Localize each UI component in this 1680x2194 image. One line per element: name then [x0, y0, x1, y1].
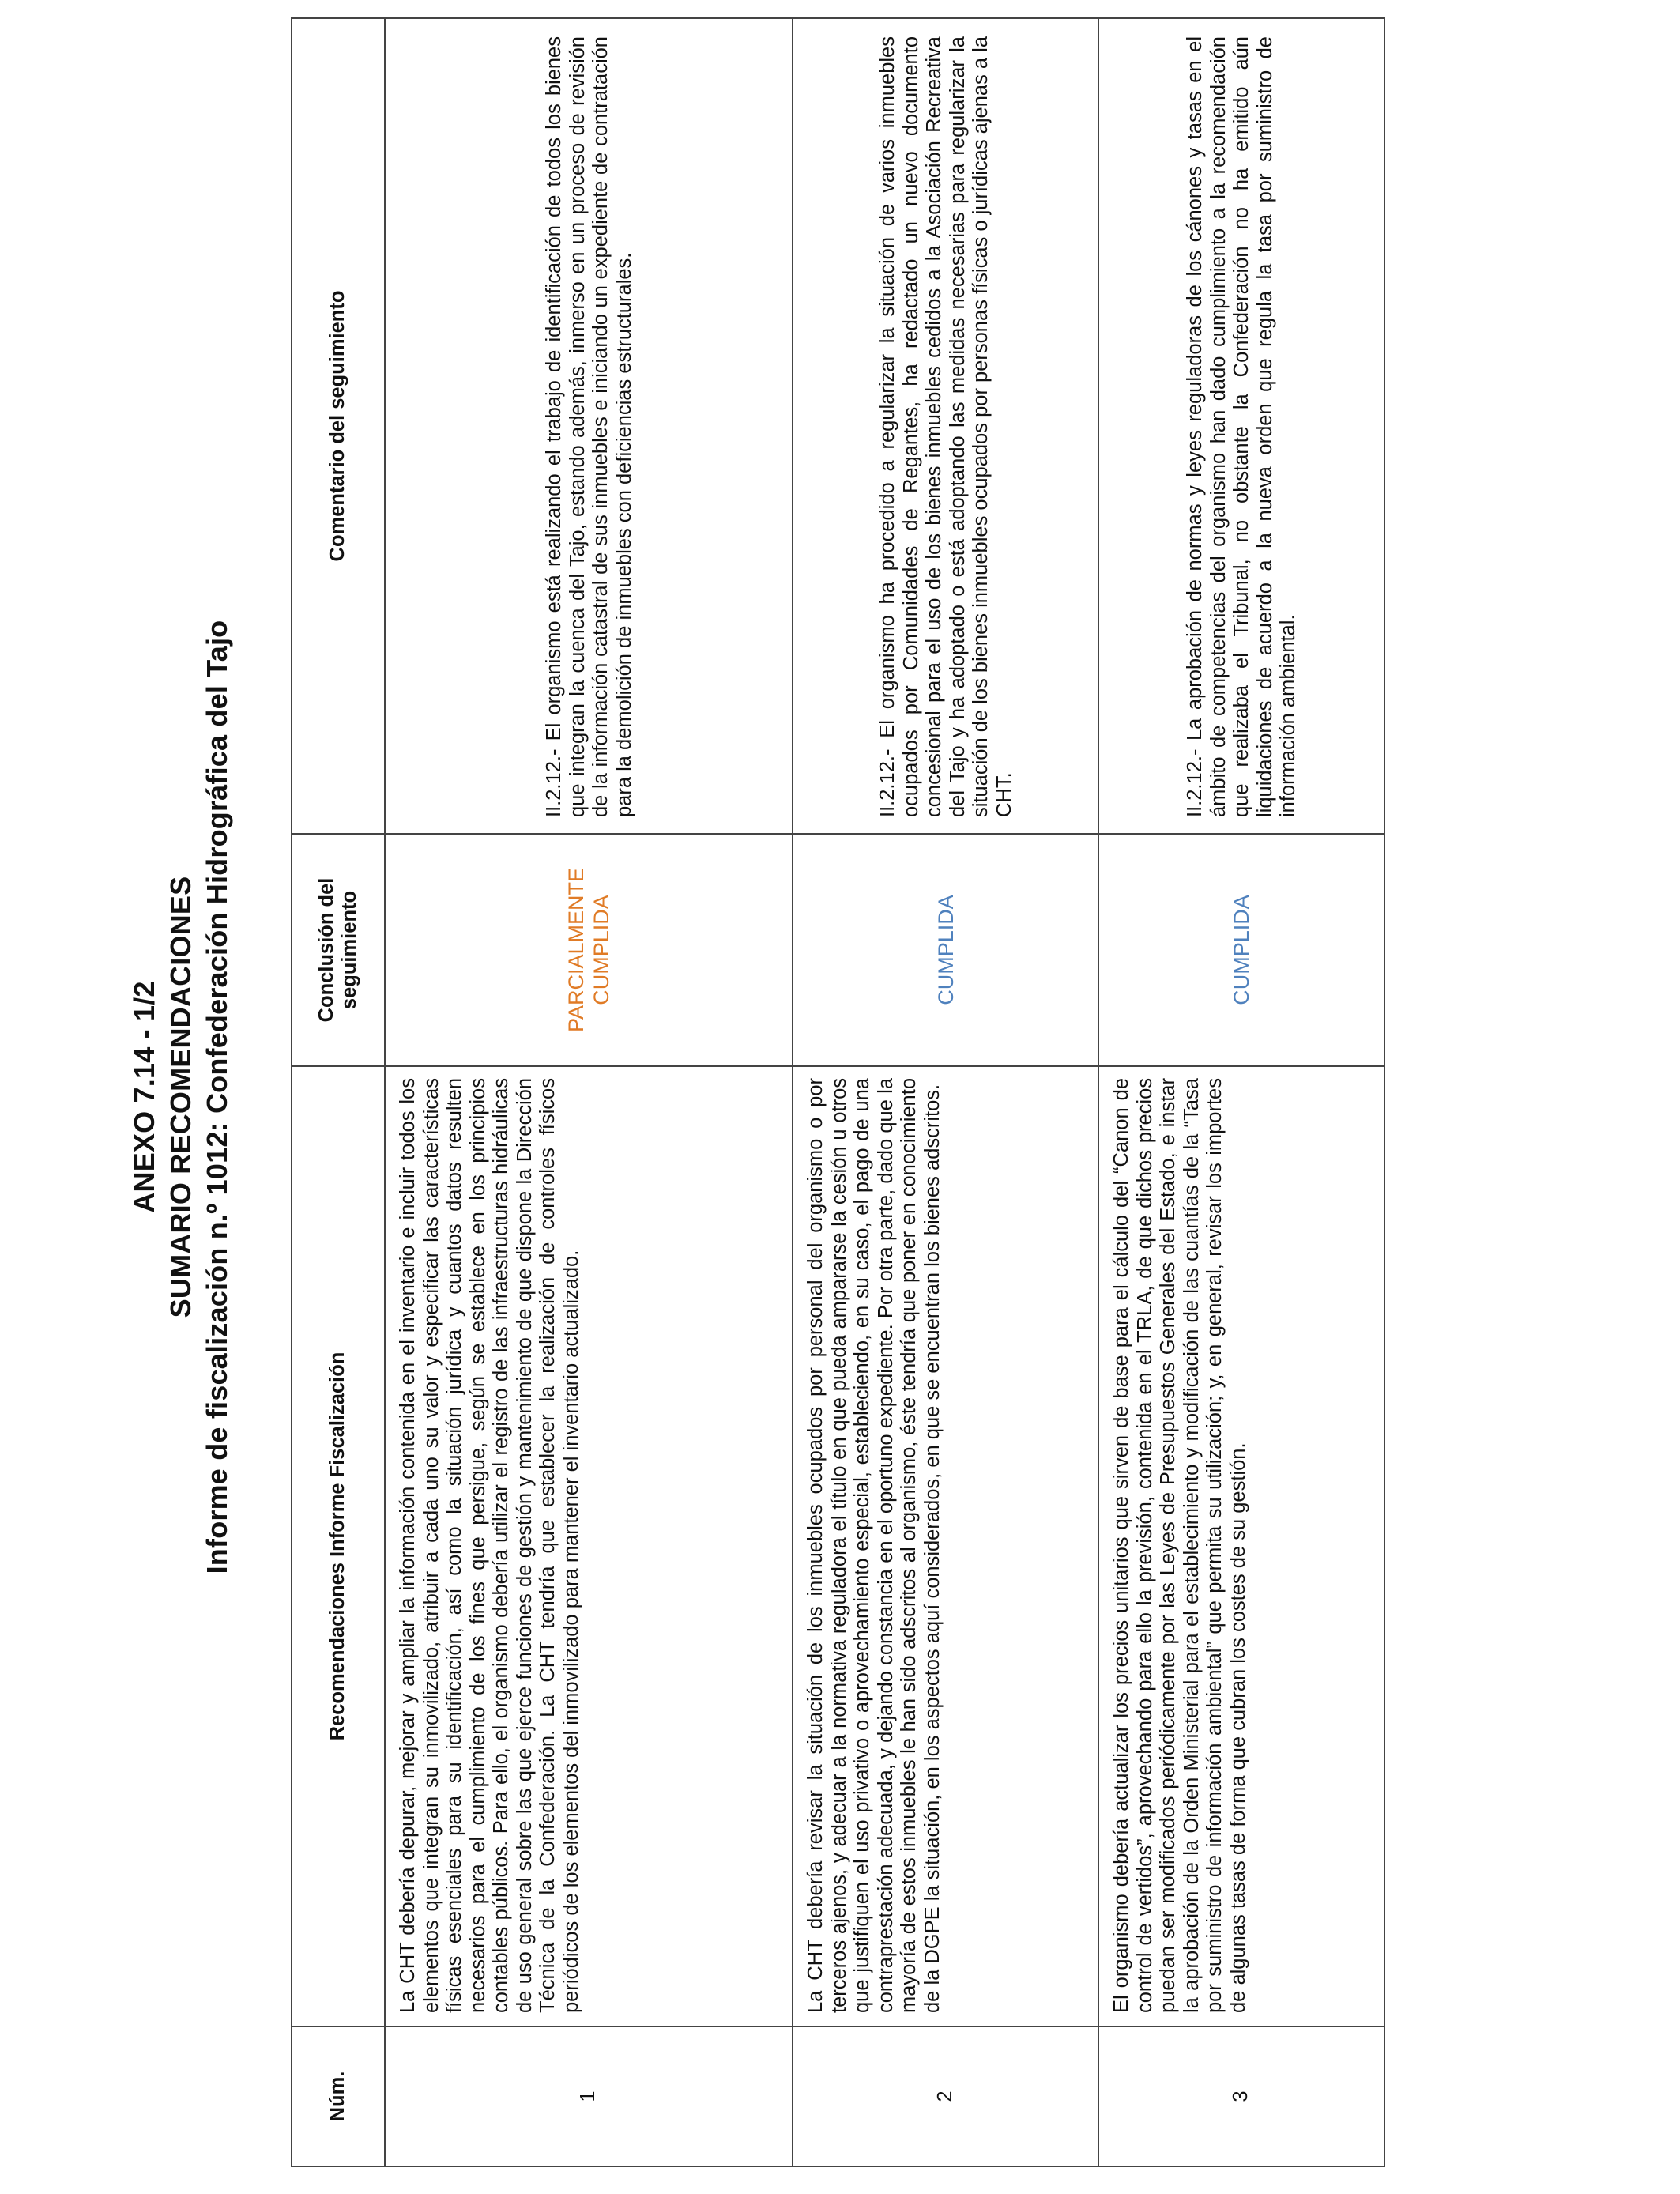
summary-title: SUMARIO RECOMENDACIONES: [164, 876, 197, 1318]
recommendation-text: La CHT debería revisar la situación de los inmuebles ocupados por personal del organismo o por terceros ajenos, y adecuar a la normativa reguladora el título en que pueda ampararse la cesión u otros que justifiquen el uso privativo o aprovechamiento especial, estableciendo, en su caso, el pago de una contraprestación adecuada, y dejando constancia en el oportuno expediente. Por otra parte, dado que la mayoría de estos inmuebles le han sido adscritos al organismo, éste tendría que poner en conocimiento de la DGPE la situación, en los aspectos aquí considerados, en que se encuentran los bienes adscritos.: [793, 1066, 1098, 2026]
table-header-row: [292, 18, 385, 2166]
header-recommendation: Recomendaciones Informe Fiscalización: [292, 1066, 385, 2026]
table-row: [385, 18, 793, 2166]
recommendation-text: El organismo debería actualizar los precios unitarios que sirven de base para el cálculo del “Canon de control de vertidos”, aprovechando para ello la previsión, contenida en el TRLA, de que dichos precios puedan ser modificados periódicamente por las Leyes de Presupuestos Generales del Estado, e instar la aprobación de la Orden Ministerial para el establecimiento y modificación de las cuantías de la “Tasa por suministro de información ambiental” que permita su utilización; y, en general, revisar los importes de algunas tasas de forma que cubran los costes de su gestión.: [1098, 1066, 1384, 2026]
conclusion-status: CUMPLIDA: [1098, 834, 1384, 1066]
row-number: 1: [385, 2026, 793, 2166]
header-conclusion: Conclusión del seguimiento: [292, 834, 385, 1066]
header-num: Núm.: [292, 2026, 385, 2166]
follow-up-comment: II.2.12.- El organismo está realizando el trabajo de identificación de todos los bienes que integran la cuenca del Tajo, estando además, inmerso en un proceso de revisión de la información catastral de sus inmuebles e iniciando un expediente de contratación para la demolición de inmuebles con deficiencias estructurales.: [385, 18, 793, 834]
table-row: [793, 18, 1098, 2166]
report-title: Informe de fiscalización n.º 1012: Confederación Hidrográfica del Tajo: [201, 620, 233, 1574]
row-number: 3: [1098, 2026, 1384, 2166]
document-header: [126, 0, 235, 2194]
recommendation-text: La CHT debería depurar, mejorar y ampliar la información contenida en el inventario e incluir todos los elementos que integran su inmovilizado, atribuir a cada uno su valor y especificar las características físicas esenciales para su identificación, así como la situación jurídica y cuantos datos resulten necesarios para el cumplimiento de los fines que persigue, según se establece en los principios contables públicos. Para ello, el organismo debería utilizar el registro de las infraestructuras hidráulicas de uso general sobre las que ejerce funciones de gestión y mantenimiento de que dispone la Dirección Técnica de la Confederación. La CHT tendría que establecer la realización de controles físicos periódicos de los elementos del inmovilizado para mantener el inventario actualizado.: [385, 1066, 793, 2026]
annex-title: ANEXO 7.14 - 1/2: [128, 981, 160, 1213]
recommendations-table: [291, 17, 1385, 2167]
row-number: 2: [793, 2026, 1098, 2166]
conclusion-status: PARCIALMENTE CUMPLIDA: [385, 834, 793, 1066]
table-row: [1098, 18, 1384, 2166]
follow-up-comment: II.2.12.- El organismo ha procedido a regularizar la situación de varios inmuebles ocupados por Comunidades de Regantes, ha redactado un nuevo documento concesional para el uso de los bienes inmuebles cedidos a la Asociación Recreativa del Tajo y ha adoptado o está adoptando las medidas necesarias para regularizar la situación de los bienes inmuebles ocupados por personas físicas o jurídicas ajenas a la CHT.: [793, 18, 1098, 834]
header-comment: Comentario del seguimiento: [292, 18, 385, 834]
conclusion-status: CUMPLIDA: [793, 834, 1098, 1066]
follow-up-comment: II.2.12.- La aprobación de normas y leyes reguladoras de los cánones y tasas en el ámbito de competencias del organismo han dado cumplimiento a la recomendación que realizaba el Tribunal, no obstante la Confederación no ha emitido aún liquidaciones de acuerdo a la nueva orden que regula la tasa por suministro de información ambiental.: [1098, 18, 1384, 834]
